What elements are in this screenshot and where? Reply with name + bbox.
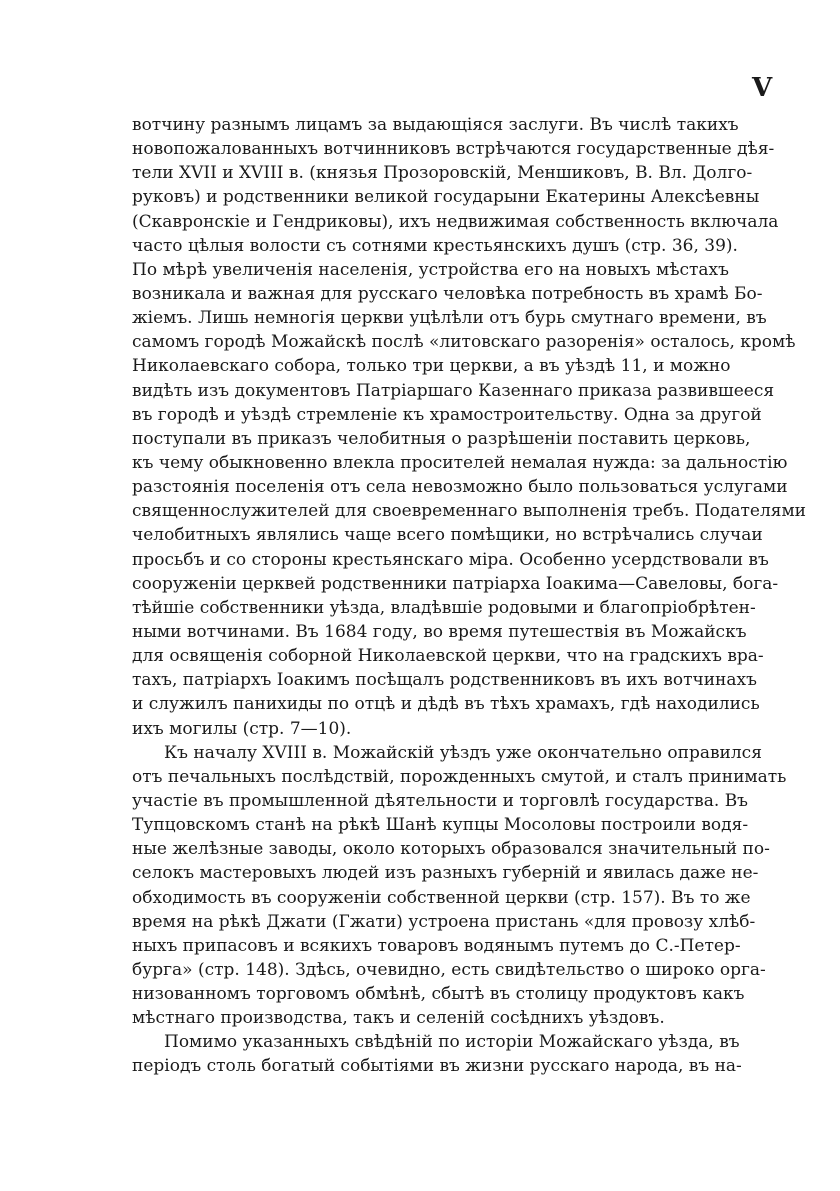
text-line: селокъ мастеровыхъ людей изъ разныхъ губерній и явилась даже не- <box>132 863 759 884</box>
text-line: отъ печальныхъ послѣдствій, порожденныхъ смутой, и сталъ принимать <box>132 766 787 787</box>
text-line: ными вотчинами. Въ 1684 году, во время путешествія въ Можайскъ <box>132 621 747 642</box>
text-line: бурга» (стр. 148). Здѣсь, очевидно, есть свидѣтельство о широко орга- <box>132 959 766 980</box>
page-number: V <box>752 73 773 103</box>
text-line: въ городѣ и уѣздѣ стремленіе къ храмостроительству. Одна за другой <box>132 404 762 425</box>
text-line: возникала и важная для русскаго человѣка потребность въ храмѣ Бо- <box>132 283 763 304</box>
text-line: ихъ могилы (стр. 7—10). <box>132 718 352 739</box>
text-line: священнослужителей для своевременнаго выполненія требъ. Подателями <box>132 501 807 522</box>
text-line: для освященія соборной Николаевской церкви, что на градскихъ вра- <box>132 646 764 667</box>
text-line: къ чему обыкновенно влекла просителей немалая нужда: за дальностію <box>132 452 788 473</box>
text-line: ныхъ припасовъ и всякихъ товаровъ водянымъ путемъ до С.-Петер- <box>132 935 741 956</box>
body-text <box>132 113 807 1079</box>
text-line: самомъ городѣ Можайскѣ послѣ «литовскаго разоренія» осталось, кромѣ <box>132 332 796 353</box>
text-line: поступали въ приказъ челобитныя о разрѣшеніи поставить церковь, <box>132 428 751 449</box>
text-line: вотчину разнымъ лицамъ за выдающіяся заслуги. Въ числѣ такихъ <box>132 115 739 135</box>
text-line: ные желѣзные заводы, около которыхъ образовался значительный по- <box>132 839 770 860</box>
text-line: руковъ) и родственники великой государыни Екатерины Алексѣевны <box>132 187 760 208</box>
text-line: челобитныхъ являлись чаще всего помѣщики, но встрѣчались случаи <box>132 525 763 546</box>
text-line: низованномъ торговомъ обмѣнѣ, сбытѣ въ столицу продуктовъ какъ <box>132 984 745 1005</box>
paragraph <box>132 113 807 741</box>
text-line: тахъ, патріархъ Іоакимъ посѣщалъ родственниковъ въ ихъ вотчинахъ <box>132 670 757 691</box>
text-line: По мѣрѣ увеличенія населенія, устройства его на новыхъ мѣстахъ <box>132 259 729 280</box>
text-line: (Скавронскіе и Гендриковы), ихъ недвижимая собственность включала <box>132 211 779 232</box>
text-line: періодъ столь богатый событіями въ жизни русскаго народа, въ на- <box>132 1056 742 1077</box>
text-line: время на рѣкѣ Джати (Гжати) устроена пристань «для провозу хлѣб- <box>132 911 756 932</box>
text-line: разстоянія поселенія отъ села невозможно было пользоваться услугами <box>132 477 788 498</box>
text-line: просьбъ и со стороны крестьянскаго міра. Особенно усердствовали въ <box>132 549 769 570</box>
text-line: жіемъ. Лишь немногія церкви уцѣлѣли отъ бурь смутнаго времени, въ <box>132 308 767 329</box>
text-line: сооруженіи церквей родственники патріарха Іоакима—Савеловы, бога- <box>132 573 779 594</box>
text-line: Помимо указанныхъ свѣдѣній по исторіи Можайскаго уѣзда, въ <box>164 1032 740 1053</box>
text-line: участіе въ промышленной дѣятельности и торговлѣ государства. Въ <box>132 790 749 811</box>
text-line: мѣстнаго производства, такъ и селеній сосѣднихъ уѣздовъ. <box>132 1008 665 1029</box>
text-line: Николаевскаго собора, только три церкви, а въ уѣздѣ 11, и можно <box>132 356 731 377</box>
text-line: тѣйшіе собственники уѣзда, владѣвшіе родовыми и благопріобрѣтен- <box>132 597 756 618</box>
text-line: новопожалованныхъ вотчинниковъ встрѣчаются государственные дѣя- <box>132 139 775 160</box>
paragraph <box>132 1030 742 1078</box>
text-line: видѣть изъ документовъ Патріаршаго Казеннаго приказа развившееся <box>132 380 775 401</box>
text-line: часто цѣлыя волости съ сотнями крестьянскихъ душъ (стр. 36, 39). <box>132 235 738 256</box>
text-line: тели XVII и XVIII в. (князья Прозоровскій, Меншиковъ, В. Вл. Долго- <box>132 163 753 184</box>
text-line: Къ началу XVIII в. Можайскій уѣздъ уже окончательно оправился <box>164 742 762 763</box>
text-line: Тупцовскомъ станѣ на рѣкѣ Шанѣ купцы Мосоловы построили водя- <box>132 815 749 836</box>
paragraph <box>132 741 787 1031</box>
text-line: обходимость въ сооруженіи собственной церкви (стр. 157). Въ то же <box>132 887 751 908</box>
text-line: и служилъ панихиды по отцѣ и дѣдѣ въ тѣхъ храмахъ, гдѣ находились <box>132 694 760 715</box>
